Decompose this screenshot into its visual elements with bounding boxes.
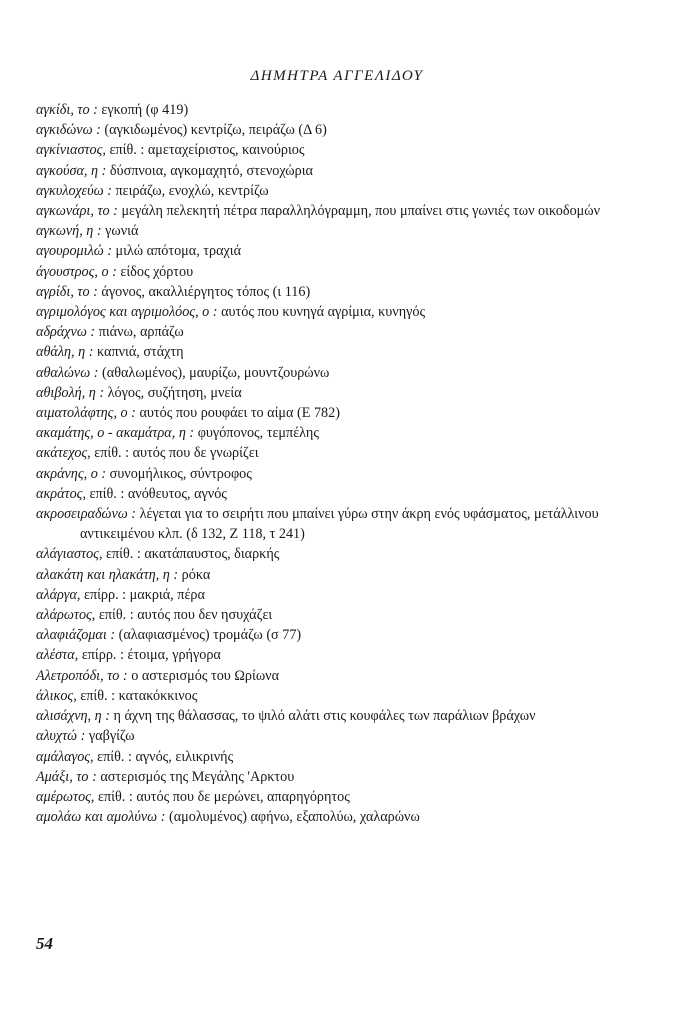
glossary-entry	[36, 767, 636, 787]
entry-lemma: άλικος,	[36, 687, 77, 704]
entry-definition: (αλαφιασμένος) τρομάζω (σ 77)	[115, 627, 302, 644]
glossary-entry	[36, 161, 636, 181]
glossary-entry	[36, 322, 636, 342]
entry-definition: επίθ. : ακατάπαυστος, διαρκής	[102, 546, 280, 563]
entry-definition: πιάνω, αρπάζω	[95, 324, 184, 341]
entry-definition: επίθ. : ανόθευτος, αγνός	[86, 485, 227, 502]
entry-definition: επίθ. : αυτός που δεν ησυχάζει	[95, 607, 273, 624]
entry-definition: λόγος, συζήτηση, μνεία	[104, 384, 242, 401]
entry-definition: (αγκιδωμένος) κεντρίζω, πειράζω (Δ 6)	[100, 122, 327, 139]
entry-definition: λέγεται για το σειρήτι που μπαίνει γύρω στην άκρη ενός υφάσματος, μετάλλινου αντικειμένου κλπ. (δ 132, Ζ 118, τ 241)	[80, 506, 599, 543]
entry-lemma: αλάγιαστος,	[36, 546, 103, 563]
entry-lemma: αλισάχνη, η :	[36, 708, 110, 725]
glossary-entry	[36, 605, 636, 625]
entry-lemma: αγριμολόγος και αγριμολόος, ο :	[36, 304, 218, 321]
glossary-entry	[36, 423, 636, 443]
glossary-entry	[36, 585, 636, 605]
entry-lemma: αιματολάφτης, ο :	[36, 405, 136, 422]
glossary-entry	[36, 807, 636, 827]
entry-definition: (αθαλωμένος), μαυρίζω, μουντζουρώνω	[98, 364, 330, 381]
page-number: 54	[36, 934, 53, 953]
entry-definition: άγονος, ακαλλιέργητος τόπος (ι 116)	[97, 283, 311, 300]
entry-definition: μεγάλη πελεκητή πέτρα παραλληλόγραμμη, που μπαίνει στις γωνιές των οικοδομών	[117, 203, 601, 220]
glossary-entry	[36, 100, 636, 120]
entry-lemma: αδράχνω :	[36, 324, 96, 341]
entry-lemma: αγκυλοχεύω :	[36, 182, 112, 199]
entry-lemma: αμέρωτος,	[36, 788, 95, 805]
glossary-entry	[36, 565, 636, 585]
entry-definition: επίθ. : αυτός που δε μερώνει, απαρηγόρητος	[94, 788, 350, 805]
entry-definition: γαβγίζω	[85, 728, 135, 745]
entry-definition: καπνιά, στάχτη	[93, 344, 184, 361]
entry-definition: (αμολυμένος) αφήνω, εξαπολύω, χαλαρώνω	[165, 809, 420, 826]
entry-lemma: ακαμάτης, ο - ακαμάτρα, η :	[36, 425, 195, 442]
glossary-entry	[36, 504, 636, 544]
entry-lemma: αγκωνή, η :	[36, 223, 102, 240]
entry-lemma: ακράνης, ο :	[36, 465, 107, 482]
entry-lemma: ακάτεχος,	[36, 445, 91, 462]
glossary-entry	[36, 666, 636, 686]
entry-definition: συνομήλικος, σύντροφος	[106, 465, 252, 482]
entry-definition: γωνιά	[101, 223, 139, 240]
glossary-entry	[36, 747, 636, 767]
glossary-entry	[36, 383, 636, 403]
entry-definition: μιλώ απότομα, τραχιά	[111, 243, 242, 260]
glossary-entry	[36, 363, 636, 383]
entry-lemma: αλέστα,	[36, 647, 79, 664]
glossary-entry	[36, 221, 636, 241]
glossary-entry	[36, 342, 636, 362]
entry-definition: η άχνη της θάλασσας, το ψιλό αλάτι στις κουφάλες των παράλιων βράχων	[109, 708, 536, 725]
glossary-entry	[36, 443, 636, 463]
glossary-entry	[36, 181, 636, 201]
glossary-entry	[36, 140, 636, 160]
glossary-entry	[36, 120, 636, 140]
entry-lemma: άγουστρος, ο :	[36, 263, 117, 280]
glossary-entry	[36, 544, 636, 564]
glossary-entry	[36, 464, 636, 484]
glossary-entry	[36, 262, 636, 282]
entry-lemma: αγκίδι, το :	[36, 102, 98, 118]
entry-definition: εγκοπή (φ 419)	[97, 102, 189, 118]
glossary-entry	[36, 686, 636, 706]
entry-lemma: αλαφιάζομαι :	[36, 627, 116, 644]
entry-lemma: αλυχτώ :	[36, 728, 86, 745]
entry-lemma: αθιβολή, η :	[36, 384, 105, 401]
entry-lemma: αμολάω και αμολύνω :	[36, 809, 166, 826]
entry-definition: επίθ. : αυτός που δε γνωρίζει	[90, 445, 259, 462]
glossary-entry	[36, 706, 636, 726]
entry-lemma: αγκούσα, η :	[36, 162, 107, 179]
entry-lemma: Αμάξι, το :	[36, 768, 97, 785]
entry-definition: φυγόπονος, τεμπέλης	[194, 425, 319, 442]
entry-definition: δύσπνοια, αγκομαχητό, στενοχώρια	[106, 162, 313, 179]
glossary-entry	[36, 484, 636, 504]
entry-lemma: αλάργα,	[36, 586, 81, 603]
glossary-entry	[36, 403, 636, 423]
glossary-entries	[36, 100, 636, 827]
entry-lemma: αγκίνιαστος,	[36, 142, 106, 159]
entry-definition: ρόκα	[178, 566, 211, 583]
entry-lemma: αγρίδι, το :	[36, 283, 98, 300]
entry-definition: επίθ. : κατακόκκινος	[76, 687, 198, 704]
entry-lemma: αγουρομιλώ :	[36, 243, 112, 260]
entry-lemma: Αλετροπόδι, το :	[36, 667, 128, 684]
entry-lemma: ακροσειραδώνω :	[36, 506, 137, 523]
entry-lemma: αγκιδώνω :	[36, 122, 101, 139]
glossary-entry	[36, 645, 636, 665]
entry-definition: είδος χόρτου	[116, 263, 194, 280]
glossary-entry	[36, 282, 636, 302]
glossary-entry	[36, 726, 636, 746]
entry-definition: αυτός που κυνηγά αγρίμια, κυνηγός	[217, 304, 426, 321]
entry-definition: επίθ. : αγνός, ειλικρινής	[93, 748, 234, 765]
glossary-entry	[36, 787, 636, 807]
glossary-entry	[36, 625, 636, 645]
glossary-entry	[36, 241, 636, 261]
entry-definition: επίρρ. : έτοιμα, γρήγορα	[78, 647, 221, 664]
entry-definition: επίθ. : αμεταχείριστος, καινούριος	[105, 142, 305, 159]
entry-definition: αυτός που ρουφάει το αίμα (Ε 782)	[135, 405, 340, 422]
entry-lemma: αθάλη, η :	[36, 344, 94, 361]
running-header: ΔΗΜΗΤΡΑ ΑΓΓΕΛΙΔΟΥ	[250, 68, 424, 84]
entry-lemma: αλακάτη και ηλακάτη, η :	[36, 566, 179, 583]
entry-definition: πειράζω, ενοχλώ, κεντρίζω	[111, 182, 269, 199]
entry-lemma: αμάλαγος,	[36, 748, 94, 765]
entry-definition: ο αστερισμός του Ωρίωνα	[127, 667, 280, 684]
entry-lemma: ακράτος,	[36, 485, 86, 502]
glossary-entry	[36, 302, 636, 322]
entry-lemma: αθαλώνω :	[36, 364, 99, 381]
entry-definition: επίρρ. : μακριά, πέρα	[80, 586, 205, 603]
glossary-entry	[36, 201, 636, 221]
entry-definition: αστερισμός της Μεγάλης 'Αρκτου	[96, 768, 295, 785]
entry-lemma: αγκωνάρι, το :	[36, 203, 118, 220]
entry-lemma: αλάρωτος,	[36, 607, 96, 624]
